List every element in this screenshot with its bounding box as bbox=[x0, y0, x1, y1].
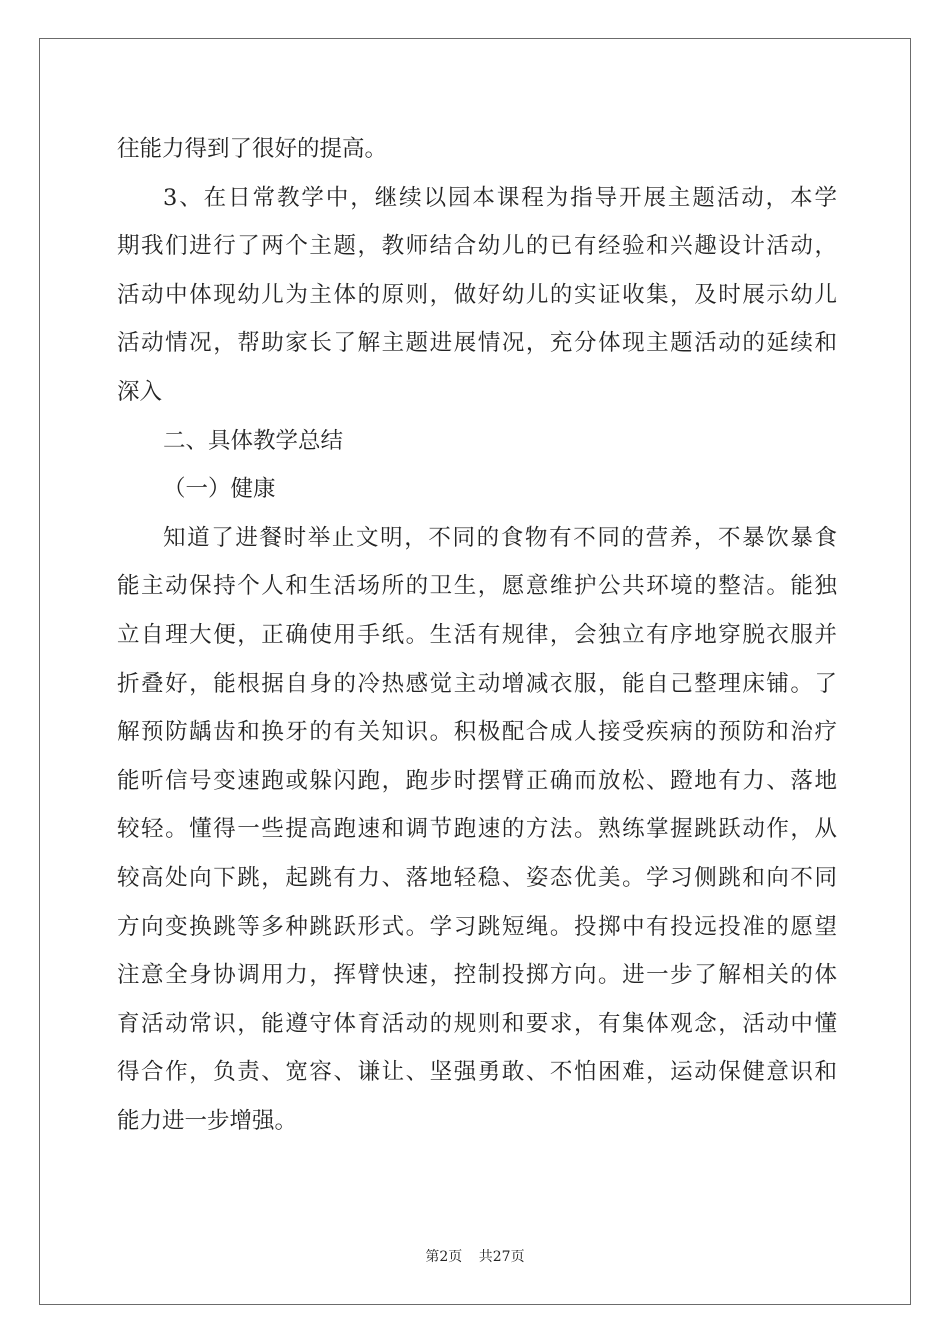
text-line: 折叠好，能根据自身的冷热感觉主动增减衣服，能自己整理床铺。了 bbox=[117, 670, 837, 697]
text-line: 较高处向下跳，起跳有力、落地轻稳、姿态优美。学习侧跳和向不同 bbox=[117, 864, 837, 891]
text-line: 得合作，负责、宽容、谦让、坚强勇敢、不怕困难，运动保健意识和 bbox=[117, 1059, 837, 1086]
text-line: 活动中体现幼儿为主体的原则，做好幼儿的实证收集，及时展示幼儿 bbox=[117, 281, 837, 308]
document-body bbox=[117, 125, 837, 1145]
text-line: 期我们进行了两个主题，教师结合幼儿的已有经验和兴趣设计活动， bbox=[117, 233, 837, 260]
text-line: 方向变换跳等多种跳跃形式。学习跳短绳。投掷中有投远投准的愿望 bbox=[117, 913, 837, 940]
text-line: 较轻。懂得一些提高跑速和调节跑速的方法。熟练掌握跳跃动作，从 bbox=[117, 816, 837, 843]
text-line: 解预防龋齿和换牙的有关知识。积极配合成人接受疾病的预防和治疗 bbox=[117, 719, 837, 746]
text-line: 活动情况，帮助家长了解主题进展情况，充分体现主题活动的延续和 bbox=[117, 330, 837, 357]
text-line: 深入 bbox=[117, 378, 163, 405]
page-footer bbox=[0, 1246, 950, 1266]
text-line: 能主动保持个人和生活场所的卫生，愿意维护公共环境的整洁。能独 bbox=[117, 573, 837, 600]
subsection-heading: （一）健康 bbox=[163, 476, 276, 503]
total-pages: 共27页 bbox=[478, 1249, 525, 1265]
text-line: 注意全身协调用力，挥臂快速，控制投掷方向。进一步了解相关的体 bbox=[117, 962, 837, 989]
text-line: 知道了进餐时举止文明，不同的食物有不同的营养，不暴饮暴食 bbox=[163, 524, 837, 551]
text-line: 立自理大便，正确使用手纸。生活有规律，会独立有序地穿脱衣服并 bbox=[117, 621, 837, 648]
text-line: 3、在日常教学中，继续以园本课程为指导开展主题活动，本学 bbox=[163, 184, 837, 211]
text-line: 育活动常识，能遵守体育活动的规则和要求，有集体观念，活动中懂 bbox=[117, 1010, 837, 1037]
page-number: 第2页 bbox=[425, 1249, 463, 1265]
text-line: 往能力得到了很好的提高。 bbox=[117, 136, 388, 162]
text-line: 能听信号变速跑或躲闪跑，跑步时摆臂正确而放松、蹬地有力、落地 bbox=[117, 767, 837, 794]
section-heading: 二、具体教学总结 bbox=[163, 427, 344, 454]
text-line: 能力进一步增强。 bbox=[117, 1107, 298, 1134]
